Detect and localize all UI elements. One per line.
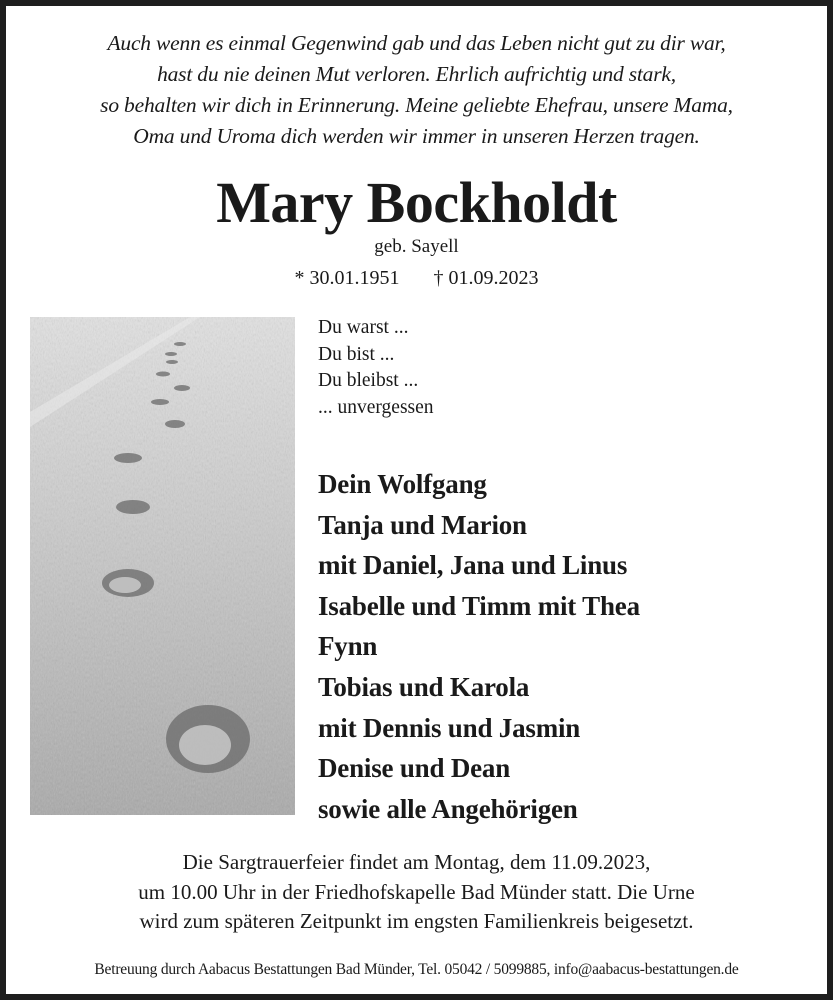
- verse: [318, 315, 434, 421]
- footprints-photo: [30, 317, 295, 815]
- quote-line: Oma und Uroma dich werden wir immer in unseren Herzen tragen.: [133, 124, 700, 148]
- verse-line: Du warst ...: [318, 317, 409, 338]
- mourner: Tobias und Karola: [318, 671, 530, 702]
- verse-line: Du bist ...: [318, 343, 395, 365]
- mourner: Fynn: [318, 631, 378, 662]
- maiden-name: geb. Sayell: [374, 236, 459, 257]
- death-date: † 01.09.2023: [433, 267, 539, 289]
- mourner: Tanja und Marion: [318, 509, 527, 540]
- mourner: mit Daniel, Jana und Linus: [318, 550, 628, 581]
- verse-line: Du bleibst ...: [318, 370, 419, 391]
- memorial-quote: [6, 28, 827, 152]
- mourners-list: [318, 464, 640, 829]
- mourner: Dein Wolfgang: [318, 469, 487, 499]
- quote-line: so behalten wir dich in Erinnerung. Meine geliebte Ehefrau, unsere Mama,: [100, 93, 733, 117]
- quote-line: hast du nie deinen Mut verloren. Ehrlich aufrichtig und stark,: [157, 62, 676, 86]
- funeral-home-footer: Betreuung durch Aabacus Bestattungen Bad Münder, Tel. 05042 / 5099885, info@aabacus-bestattungen.de: [94, 961, 739, 978]
- footprints-image: [30, 317, 295, 815]
- obituary-card: [6, 6, 827, 994]
- mourner: mit Dennis und Jasmin: [318, 712, 581, 743]
- service-line: Die Sargtrauerfeier findet am Montag, dem 11.09.2023,: [182, 850, 651, 874]
- deceased-name: Mary Bockholdt: [216, 170, 617, 235]
- funeral-service-info: [6, 848, 827, 937]
- mourner: Denise und Dean: [318, 753, 511, 784]
- quote-line: Auch wenn es einmal Gegenwind gab und das Leben nicht gut zu dir war,: [107, 31, 726, 55]
- birth-date: * 30.01.1951: [294, 267, 400, 289]
- service-line: wird zum späteren Zeitpunkt im engsten Familienkreis beigesetzt.: [139, 909, 694, 933]
- mourner: Isabelle und Timm mit Thea: [318, 590, 640, 621]
- service-line: um 10.00 Uhr in der Friedhofskapelle Bad Münder statt. Die Urne: [138, 879, 695, 904]
- mourner: sowie alle Angehörigen: [318, 793, 578, 824]
- life-dates: [6, 264, 827, 292]
- verse-line: ... unvergessen: [318, 396, 434, 418]
